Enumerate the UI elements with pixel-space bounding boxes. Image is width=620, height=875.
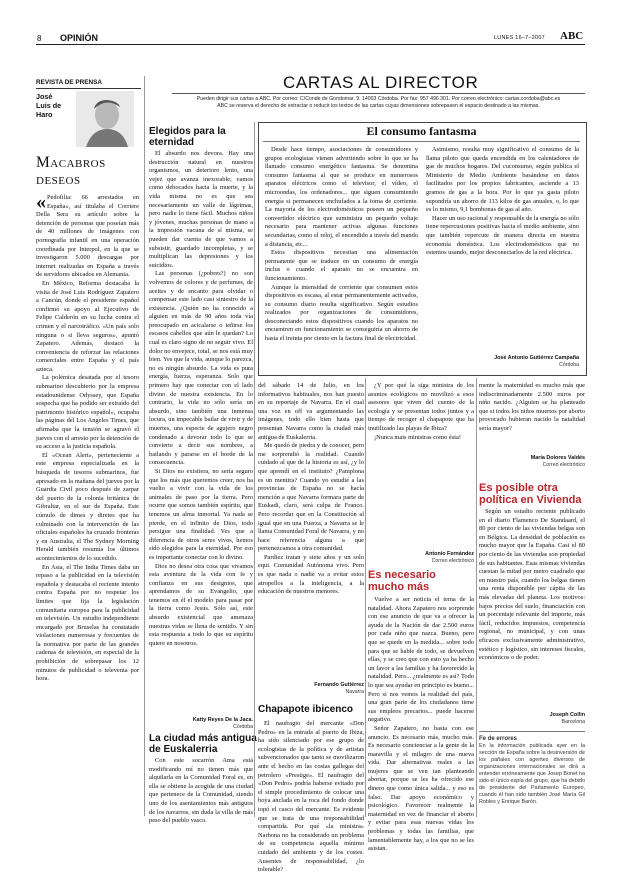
letter-title-chapapote: Chapapote ibicenco xyxy=(258,704,354,715)
letters-rule xyxy=(172,93,585,94)
column-divider xyxy=(254,122,255,817)
letter-body-eternidad: El absurdo nos devora. Hay una destrucción natural en nuestros organismos, un deterioro lento, una vejez que avanza inexorable; vamos como debocados hacia la muerte, y la vida misma no es que sea necesariamente un valle de lágrimas, pero nadie lo tiene fácil. Muchos niños y jóvenes, muchas personas de mano a la impresión vacuna de sí misma, se pueden dar cuenta de que vamos a subsistir, guardado incompletas, y se multiplican las depresiones y los suicidios. Las personas (¿pobres?) no son volvemos de colores y de perfumes, de aceites y de encanto para olvidar o compensar este lado casi siniestro de la existencia. ¿Quién no ha conocido a alguien en más de 90 años toda vía preocupado en acicalarse o teñirse los escasos cabellos que aún le quedan? Lo cual es claro signo de no seguir vivo. El dolor no envejece, total, se nos está muy bien. Yes que la vida, aunque lo parezca, no es ningún absurdo. La vida es pura energía, fuerza, esperanza. Solo que primero hay que conectar con el lado divino de nuestra existencia. En lo contrario, la vida no sólo sería un absurdo, sino también una inmensa locura, un impecable bailar de vivir y de muertes, una especie de agujero negro condenado a devorar todo lo que se convierte a decir sus nombres, a bailando y pararse en el borde de la consecuencia. Si Dios no existiera, no sería seguro que los más que queremos creer, nos ha vuelto a vivir con la vida de los animales de paso por la tierra. Pero ocurre que somos también espíritu, que tenemos un alma inmortal. Ya nada se pierde, en el infinito de Dios, todo persigue una finalidad. Yes que a diferencia de otros seres vivos, hemos sido elegidos para la eternidad. Por eso es importante conectar con lo divino. Dios no desea otra cosa que vivamos esta aventura de la vida con fe y confianza en sus designios, que aprendamos de su Evangelio, que tenemos en él el modelo para pasar por la tierra como Jesús. Sólo así, este absurdo existencial que amenaza nuestras vidas se llena de sentido. Y sin esta respuesta a todo lo que su espíritu quiere en nosotros. xyxy=(149,150,253,647)
letter-title-necesario: Es necesario mucho más xyxy=(368,569,436,593)
letter-title-consumo: El consumo fantasma xyxy=(366,124,477,138)
errata-box xyxy=(479,736,585,806)
letters-info: Pueden dirigir sus cartas a ABC. Por correo: C/Conde de Gondomar, 9. 14003 Córdoba. Por fax: 957 496 301. Por correo electrónico: cartas.cordoba@abc.es ABC se reserva el derecho de extractar o reducir los textos de las cartas cuyas dimensiones sobrepasen el espacio destinado a las mismas. xyxy=(196,96,561,109)
city-tigre: Navarra xyxy=(345,689,364,695)
city-eternidad: Córdoba xyxy=(233,724,253,730)
letter-body-maternidad: mente la maternidad es mucho más que indiscriminadamente 2.500 euros por niño nacido. ¿Alguien se ha planteado que si todos los niños muertos por aborto provocado hubieran nacido la natalidad sería mayor? xyxy=(479,382,585,432)
column-divider xyxy=(476,378,477,817)
columnist-photo xyxy=(76,91,134,147)
letter-body-vivienda: Según un estudio reciente publicado en el diario Flamenco De Standaard, el 80 por ciento de las viviendas belgas son en Bélgica. La densidad de población es mucho mayor que la España. Casi el 80 por ciento de las viviendas son propiedad de sus habitantes. Esas mismas viviendas cuestan la mitad por metro cuadrado que en nuestro país, cuando los belgas tienen una renta disponible per cápita de las más elevadas del planeta. Los motivos: bajos precios del suelo, financiación con un porcentaje relevante del importe, más fácil, reducidos impuestos, competencia regional, no municipal, y con unas eficaces exclusivamente administrativo, estético y logístico, sin intereses fiscales, económicos o de poder. xyxy=(479,508,585,662)
columnist-name: José Luis de Haro xyxy=(36,92,62,119)
letter-body-tigre: del sábado 14 de Julio, en los informativos habituales, nos han puesto en su reportaje de Navarra. En el cual una voz en off va argumentando las imágenes, todo ello bien hasta que presentan Navarra como la ciudad más antigua de Euskalerria. Me quedó de piedra y de conocer, pero me sorprendió la realidad. Cuando cuidado al que de la historia es así, ¿y lo que aprendí en el instituto? ¿Pamplona es un mentira? Cuando yo estudié a las provincias de España no se hacía mención a que Navarra formara parte de Euskadi, claro, será culpa de Franco. Pero recordar que en la Constitución al igual que en una Fuerza, a Navarra se le llama Comunidad Foral de Navarra, y no hace referencia alguna a que pertenezcamos a otra comunidad. Pardiez tratan y siete años y un solo equi. Comunidad Autónoma vivo. Pero es que nada o nadie va a evitar estos atropellos a la inteligencia, a la educación de nuestros menores. xyxy=(258,382,364,596)
letter-body-euskalerria: Con este socarrón Ama está modificando mí no tienen más que alquilarla en la Comunidad Foral es, en ella se obtiene la acogida de una ciudad que pertenece de la Comunidad, siendo uno de los asentamientos más antiguos de los navarros, sin duda la villa de más peso del pueblo vasco. xyxy=(149,757,253,825)
letter-body-chapapote: El naufragio del mercante «Don Pedro» en la entrada al puerto de Ibiza, ha sido silenciado por ese grupo de ecologistas de la política y de artistas subvencionados que tanto se movilizaron ante el hecho en las costas gallegas del petrolero «Prestige». El naufragio del «Don Pedro» podría haberse evitado por el simple procedimiento de colocar una boya anclada en la roca del fondo donde topó el casco del mercante. Es evidente que se trata de una responsabilidad compartida. Por qué «la ministra» Narbona no ha considerado un problema de su competencia aquella mínimo cuidado del ambiente y de los costes. Ausentes de responsabilidad, ¿lo tolerable? xyxy=(258,720,364,874)
errata-rule xyxy=(479,731,585,732)
signature-tigre: Fernando Gutiérrez xyxy=(314,682,364,688)
city-vivienda: Barcelona xyxy=(561,719,585,725)
signature-consumo: José Antonio Gutiérrez Campaña xyxy=(494,355,579,361)
signature-maternidad: María Dolores Valdés xyxy=(530,455,585,461)
masthead-rule xyxy=(36,44,585,45)
letter-body-consumo-a: Desde hace tiempo, asociaciones de consumidores y grupos ecologistas vienen advirtiendo sobre lo que se ha llamado consumo energético fantasma. Se denomina consumo fantasma al que se produce en numerosos aparatos eléctricos como el televisor, el vídeo, el microondas, los ordenadores... que siguen consumiendo energía si permanecen enchufados a la toma de corriente. La mayoría de los electrodomésticos poseen un pequeño convertidor eléctrico que suministra un pequeño voltaje necesario para mantener activas algunas funciones secundarias, como el reloj, el encendido a través del mando a distancia, etc... Estos dispositivos necesitan una alimentación permanente que se traduce en un consumo de energía inclus o cuando el aparato no se encuentra en funcionamiento. Aunque la intensidad de corriente que consumen estos dispositivos es escasa, al estar permanentemente activados, su consumo diario resulta significativo. Según estudios realizados por organizaciones de consumidores, desconectando estos dispositivos cuando los aparatos no encuentren en funcionamiento se conseguiría un ahorro de hasta el treinta por ciento en la factura final de electricidad. xyxy=(265,146,418,343)
brand-logo: ABC xyxy=(560,30,584,42)
city-maternidad: Correo electrónico xyxy=(542,462,585,468)
drop-cap: « xyxy=(36,191,46,213)
letter-body-chapapote-cont: ¿Y por qué la siga ministra de los asuntos ecológicos no movilizó a esos asesores que viven del cuento de la ecología y se presentan todos juntos y a tiempo de recoger el chapapote que ha inutilizado las playas de Ibiza? ¡Nunca mais ministras como ésta! xyxy=(368,382,474,441)
page-number: 8 xyxy=(37,34,42,43)
letter-body-necesario: Vuelve a ser noticia el tema de la natalidad. Ahora Zapatero nos sorprende con ese anuncio de que va a ofrecer la ayuda de la Nación de dar 2.500 euros por cada niño que nazca. Bueno, pero que se quede en la medida... sobre todo para que se hable de todo, se devuelven ellas, y se creo que con esto ya ha hecho un favor a las familias y ha favorecido la natalidad. Pero... ¿realmente es así? Todo lo que sea ayudar en principio es bueno... Pero si nos vemos la realidad del país, una gran parte de los ciudadanos tiene sus empleos precarios... puede hacerse negativo. Señor Zapatero, no basta con ese anuncio. Es necesario más, mucho más. Es necesario concienciar a la gente de la maravilla y el milagro de una nueva vida. Dar alternativas reales a las mujeres que se ven tan planteando abortar, porque se les ha ofrecido ese dinero que como única salida... y eso es falso. Dar apoyo económico y psicológico. Favorecer realmente la maternidad en vez de financiar el aborto y evitar para esas nuevas vidas los problemas y todas las familias, que lamentablemente hay, a los que no se les asistan. xyxy=(368,596,474,853)
column-divider xyxy=(144,76,145,816)
section-label: OPINIÓN xyxy=(60,33,99,43)
consumo-title-rule xyxy=(263,141,580,142)
errata-text: En la información publicada ayer en la sección de España sobre la desinversión de los pañales con agentes diversos de organizaciones internacionales se dirá a entender erróneamente que Josep Bonet ha sido el único espía del grupo, que ha debido de presidente del Parlamento Europeo, cuando él han sido también José María Gil Robles y Enrique Barón. xyxy=(479,743,585,805)
letter-body-consumo-b: Asimismo, resulta muy significativo el consumo de la llama piloto que queda encendida en los calentadores de gas de muchos hogares. Del cuconsumo, según publica el Ministerio de Medio Ambiente basándose en datos facilitados por los propios fabricantes, asciende a 13 gramos de gas a la hora. Por lo que ya gasta piloto supondría un ahorro de 113 kilos de gas anuales, o, lo que es lo mismo, 9,1 bombonas de gas al año. Hacer un uso racional y responsable de la energía no sólo tiene repercusiones positivas hacia el medio ambiente, sino que también repercute de manera directa en nuestra economía doméstica. Los electrodomésticos que no estemos usando, mejor desconectarlos de la red eléctrica. xyxy=(426,146,579,257)
city-chapapote: Correo electrónico xyxy=(431,558,474,564)
letters-title: CARTAS AL DIRECTOR xyxy=(283,73,479,92)
press-review-kicker: REVISTA DE PRENSA xyxy=(36,79,103,86)
signature-vivienda: Joseph Collin xyxy=(549,712,585,718)
errata-kicker: Fe de errores xyxy=(479,736,518,742)
kicker-rule xyxy=(36,88,141,89)
signature-eternidad: Katty Reyes De la Jaca. xyxy=(192,717,253,723)
city-consumo: Córdoba xyxy=(559,362,579,368)
issue-date: LUNES 16–7–2007 xyxy=(494,35,545,41)
press-review-body: « Pedofilia: 66 arrestados en España», así titulaba el Corriere Della Sera su artículo sobre la detención de personas que poseían más de 40 millones de imágenes con pornografía infantil en una operación coordinada por Interpol, en la que se investigaron 5.000 descargas por internet realizadas en España a través de servidores ubicados en Alemania. En México, Reforma destacaba la visita de José Luis Rodríguez Zapatero a Cancún, donde el presidente español confirmó su apoyo al Ejecutivo de Felipe Calderón en su lucha contra el crimen y el narcotráfico. «Un país solo ninguna o si lleva seguros», apuntó Zapatero. Además, destacó la conveniencia de reforzar las relaciones comerciales entre España y el país azteca. La polémica desatada por el tesoro submarino descubierto por la empresa estadounidense Odyssey, que España sospecha que ha podido ser extraído del patrimonio histórico español», ocupaba las páginas del Los Angeles Times, que afirmaba que la tensión se agravó el jueves con el arresto por la detención de su acceso a la justicia española. El «Ocean Alert», perteneciente a este empresa especializada en la búsqueda de tesoros submarinos, fue apresado en la mañana del jueves por la Guardia Civil poco después de zarpar del puerto de la colonia británica de Gibraltar, en el sur de España. Este cúmulo de dimes y diretes que ha culminado con la intervención de las oficiales españoles ha cruzado fronteras y en Australia, el The Sydney Morning Herald también resumía los últimos acontecimientos de lo sucedido. En Asia, el The India Times daba un repaso a la publicidad en la televisión española y destacaba el reciente intento contra España por no respetar los límites que fija la legislación comunitaria europea para la publicidad en televisión. Un estudio independiente encargado por Bruselas ha constatado violaciones numerosas y frecuentes de la normativa por parte de las grandes cadenas de televisión, en especial de la prohibición de sobrepasar los 12 minutos de publicidad o televenta por hora. xyxy=(36,191,139,683)
signature-chapapote: Antonio Fernández xyxy=(425,551,474,557)
letter-title-vivienda: Es posible otra política en Vivienda xyxy=(479,482,582,506)
press-review-title: Macabros deseos xyxy=(36,154,106,188)
letter-title-euskalerria: La ciudad más antigua de Euskalerria xyxy=(149,733,257,755)
column-divider xyxy=(365,378,366,817)
letter-title-eternidad: Elegidos para la eternidad xyxy=(149,126,226,148)
